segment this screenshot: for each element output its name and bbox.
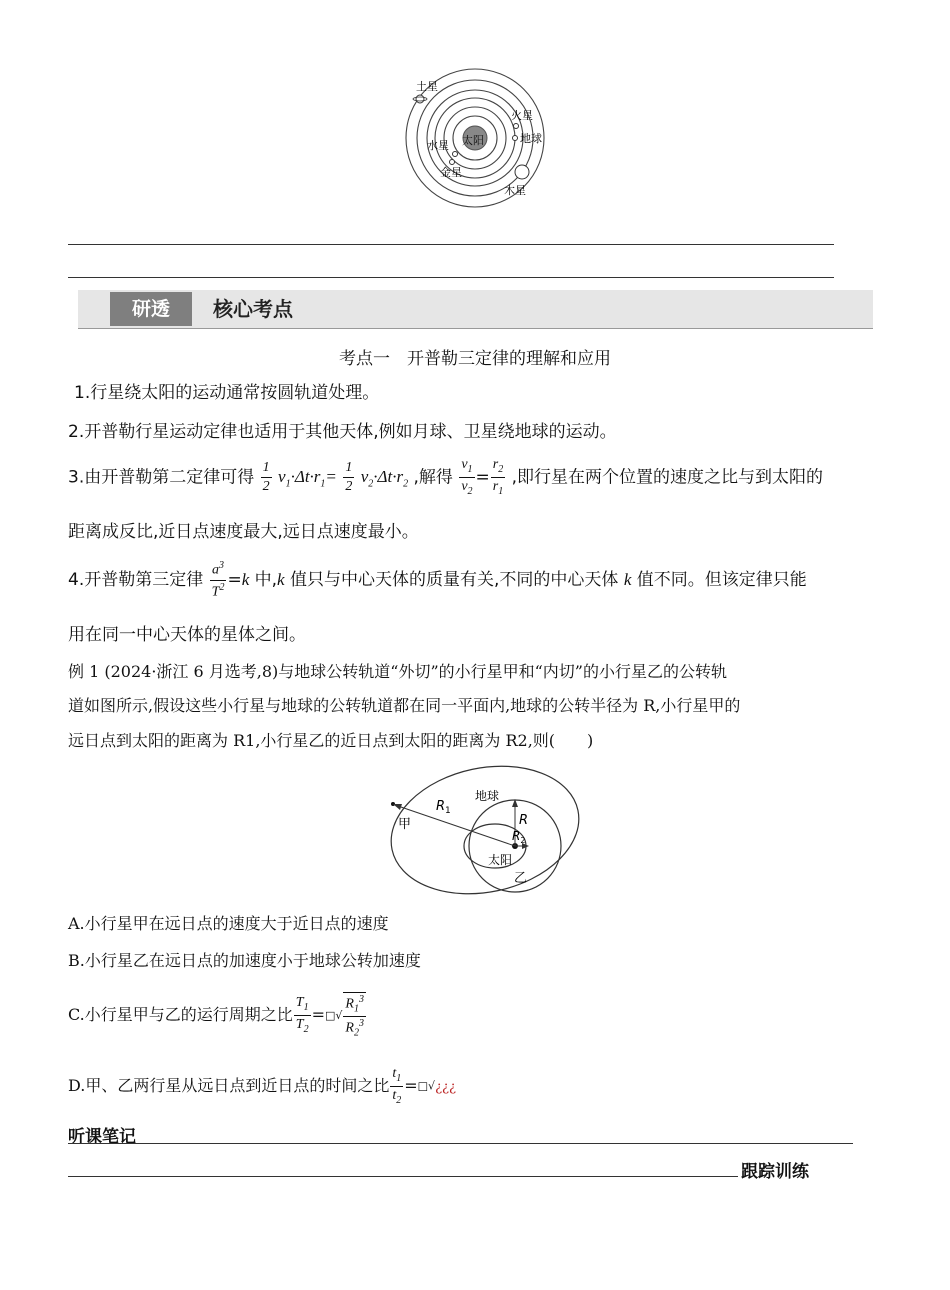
earth-label: 地球 bbox=[475, 789, 500, 803]
point-4-line-2: 用在同一中心天体的星体之间。 bbox=[68, 625, 306, 645]
notes-line-2 bbox=[68, 1176, 738, 1177]
constant-k: k bbox=[623, 570, 632, 590]
option-a: A.小行星甲在远日点的速度大于近日点的速度 bbox=[68, 914, 389, 933]
follow-training-label: 跟踪训练 bbox=[741, 1162, 809, 1182]
fraction-r-ratio: $\frac{r_2}{r_1}$ bbox=[492, 457, 504, 497]
venus-icon bbox=[450, 160, 455, 165]
section-badge: 研透 bbox=[110, 292, 192, 326]
answer-line-2 bbox=[68, 277, 834, 278]
orbit-diagram bbox=[388, 762, 588, 898]
svg-text:R2 bbox=[512, 829, 525, 845]
fraction-v-ratio: $\frac{v_1}{v_2}$ bbox=[461, 457, 473, 497]
fraction-one-half: $\frac{1}{2}$ bbox=[345, 459, 353, 494]
mars-icon bbox=[514, 124, 519, 129]
fraction-kepler-third: $\frac{a^3}{T^2}$ bbox=[211, 560, 225, 600]
point-4-part-a: 4.开普勒第三定律 bbox=[68, 570, 204, 591]
venus-label: 金星 bbox=[440, 166, 462, 179]
answer-line-1 bbox=[68, 244, 834, 245]
section-title: 核心考点 bbox=[213, 297, 293, 321]
formula-left: $v_1\cdot\Delta t\cdot r_1=$ bbox=[278, 467, 337, 490]
fraction-period-ratio: $\frac{T_1}{T_2}$ bbox=[295, 995, 309, 1035]
point-3-part-b: ,解得 bbox=[413, 467, 453, 488]
radius-R2-sub: 2 bbox=[520, 836, 526, 845]
mercury-label: 水星 bbox=[427, 139, 449, 152]
option-d-garbled: ¿¿¿ bbox=[435, 1079, 456, 1095]
fraction-radius-cube-ratio: $\frac{R_1^3}{R_2^3}$ bbox=[345, 994, 364, 1039]
point-1: 1.行星绕太阳的运动通常按圆轨道处理。 bbox=[74, 383, 380, 403]
point-4-part-d: 值不同。但该定律只能 bbox=[636, 570, 807, 591]
example-line-2: 道如图所示,假设这些小行星与地球的公转轨道都在同一平面内,地球的公转半径为 R,小行星甲的 bbox=[68, 696, 741, 715]
svg-text:R1 bbox=[436, 799, 451, 816]
radius-R1-label: R bbox=[436, 799, 446, 814]
saturn-label: 土星 bbox=[416, 80, 438, 93]
earth-label: 地球 bbox=[520, 132, 542, 145]
solar-system-diagram bbox=[400, 66, 560, 216]
constant-k: k bbox=[277, 570, 285, 590]
point-4: 4.开普勒第三定律 $\frac{a^3}{T^2}$ =k 中,k 值只与中心天体的质量有关,不同的中心天体 k 值不同。但该定律只能 bbox=[68, 560, 807, 600]
fraction-time-ratio: $\frac{t_1}{t_2}$ bbox=[392, 1066, 402, 1106]
jupiter-label: 木星 bbox=[504, 184, 526, 197]
fraction-one-half: $\frac{1}{2}$ bbox=[262, 459, 270, 494]
option-d-text: D.甲、乙两行星从远日点到近日点的时间之比 bbox=[68, 1075, 390, 1095]
point-4-part-b: 中, bbox=[254, 570, 278, 591]
point-4-part-c: 值只与中心天体的质量有关,不同的中心天体 bbox=[290, 570, 619, 591]
yi-label: 乙 bbox=[514, 871, 528, 886]
point-3-part-c: ,即行星在两个位置的速度之比与到太阳的 bbox=[511, 467, 824, 488]
mars-label: 火星 bbox=[511, 109, 533, 122]
point-3-line-2: 距离成反比,近日点速度最大,远日点速度最小。 bbox=[68, 522, 419, 542]
root-sign-icon: □√ bbox=[324, 1008, 343, 1022]
notes-line-1 bbox=[68, 1143, 853, 1144]
formula-right: $v_2\cdot\Delta t\cdot r_2$ bbox=[360, 467, 409, 490]
option-d: D.甲、乙两行星从远日点到近日点的时间之比 $\frac{t_1}{t_2}$ =□√¿¿¿ bbox=[68, 1066, 456, 1106]
notes-label: 听课笔记 bbox=[68, 1127, 136, 1147]
example-line-3: 远日点到太阳的距离为 R1,小行星乙的近日点到太阳的距离为 R2,则( ) bbox=[68, 731, 594, 750]
option-c-text: C.小行星甲与乙的运行周期之比 bbox=[68, 1004, 293, 1024]
section-header bbox=[78, 290, 873, 329]
mercury-icon bbox=[453, 152, 458, 157]
sun-label: 太阳 bbox=[488, 853, 513, 867]
radius-R1-sub: 1 bbox=[445, 806, 451, 816]
option-c: C.小行星甲与乙的运行周期之比 $\frac{T_1}{T_2}$ =□√ $\frac{R_1^3}{R_2^3}$ bbox=[68, 994, 364, 1039]
example-line-1: 例 1 (2024·浙江 6 月选考,8)与地球公转轨道“外切”的小行星甲和“内切”的小行星乙的公转轨 bbox=[68, 662, 727, 681]
jupiter-icon bbox=[515, 165, 529, 179]
earth-icon bbox=[513, 136, 518, 141]
point-3-part-a: 3.由开普勒第二定律可得 bbox=[68, 467, 255, 488]
sun-label: 太阳 bbox=[462, 134, 484, 147]
radius-R2-label: R bbox=[512, 829, 521, 843]
root-sign-icon: □√ bbox=[417, 1079, 436, 1093]
radius-R-label: R bbox=[519, 813, 529, 828]
topic-title: 考点一 开普勒三定律的理解和应用 bbox=[339, 349, 611, 369]
point-2: 2.开普勒行星运动定律也适用于其他天体,例如月球、卫星绕地球的运动。 bbox=[68, 422, 617, 442]
point-3: 3.由开普勒第二定律可得 $\frac{1}{2}$ $v_1\cdot\Delta t\cdot r_1=$ $\frac{1}{2}$ $v_2\cdot\Delta t\cdot r_2$ ,解得 $\frac{v_1}{v_2}$ = $\frac{r_2}{r_1}$ ,即行星在两个位置的速度之比与到太阳的 bbox=[68, 457, 824, 497]
option-b: B.小行星乙在远日点的加速度小于地球公转加速度 bbox=[68, 951, 421, 970]
jia-label: 甲 bbox=[398, 817, 412, 832]
saturn-icon bbox=[416, 95, 424, 103]
